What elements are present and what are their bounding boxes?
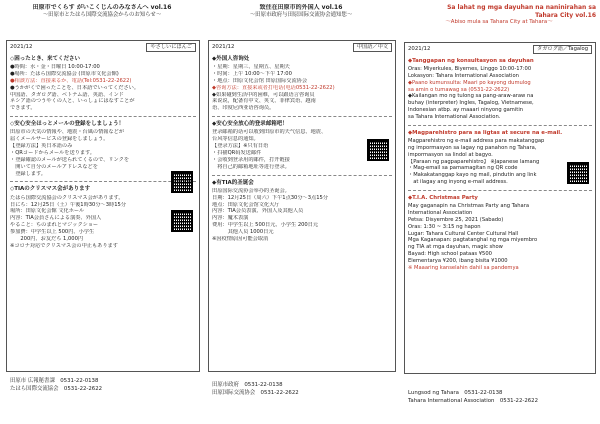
language-tag-c: タガログ語／Tagalog [533,45,592,54]
section-heading: ◇TIAのクリスマス会があります [10,186,91,193]
column-tagalog [402,4,596,420]
section-heading: ◆安心安全放心的登录邮箱吧！ [212,121,288,128]
section-christmas-c [405,193,595,274]
content-box-b [208,40,396,372]
text-line: at ilagay ang inyong e-mail address. [408,179,508,186]
text-line: sa amin o tumawag sa (0531-22-2622) [408,86,510,93]
text-line: 将自己的邮箱地址等进行登录。 [212,163,290,170]
text-line: 其他人员 1000日元 [212,228,274,235]
text-line: 参加費：中学生以上 500円、小学生 [10,228,95,235]
divider [212,116,392,117]
text-line: ●場所：たはら国際交流協会 (田原市文化会館) [10,70,119,77]
text-line: 【登録方法】英日本語のみ [10,143,73,150]
footer-line: 田原国际交流协会 0531-22-2622 [212,389,299,396]
text-line: 登录邮箱的话可以收到田原市的天气信息、地震、 [212,129,327,136]
text-line: ・会收到登录用的邮件，打开链接 [212,156,290,163]
text-line: 田原市の天気の情報や、地震・台風の情報などが [10,129,125,136]
doc-title-c-2: Tahara City vol.16 [535,11,596,19]
text-line: 日にち：12月25日（土）午後1時30分～3時15分 [10,201,127,208]
text-line: 日期：12月25日（周六）下午1点30分～3点15分 [212,194,329,201]
date-c: 2021/12 [408,45,431,52]
text-line: ・扫描QR码发送邮件 [212,149,262,156]
divider [408,125,592,126]
text-line: Mga Kaganapan: pagtatanghal ng mga miyembro [408,237,538,244]
footer-line: 田原市政府 0531-22-0138 [212,382,283,388]
text-line: Elementarya ¥200, ibang bisita ¥1000 [408,258,508,264]
section-consult-b [209,54,395,114]
qr-code-icon[interactable] [171,210,193,232]
text-line: やること：ちのまれとマジックショー [10,222,99,229]
footer-line: たはら国際交流協会 0531-22-2622 [10,385,103,392]
footer-c [408,390,538,406]
text-line: ◆Kailangan mo ng tulong sa pang-araw-araw na [408,93,534,100]
divider [212,175,392,176]
date-b: 2021/12 [212,43,235,50]
text-line: 200円、お友だち 1,000円 [10,235,84,242]
text-line: ◆如果碰到生活中的困难，可以跟语言咨询员 [212,91,315,98]
divider [10,116,196,117]
doc-subtitle-a: ～田原市とたはら国際交流協会からのお知らせ～ [42,11,162,18]
text-line: Indonesian atbp. ay maaari ninyong gamitin [408,107,524,114]
section-christmas-b [209,178,395,245]
section-consult-a [7,54,199,114]
text-line: 届くメールサービスの登録をしましょう。 [10,136,109,143]
language-tag-a: やさしいにほんご [146,43,196,52]
text-line: Magparehistro ng e-mail address para makatanggap [408,137,545,144]
text-line: ※因疫情原因可能会取消 [212,235,269,242]
text-line: たはら国際交流協会のクリスマス会があります。 [10,194,124,201]
text-line: Lugar: Tahara Cultural Center Cultural Hall [408,230,519,237]
date-a: 2021/12 [10,43,33,50]
text-line: 内容：TIA会员表演、外国人及其他人员 [212,208,304,215]
text-line: 中国語、タガログ語、ベトナム語、英語、インド [10,91,124,98]
text-line: 田原国际交流协会举办的圣诞会。 [212,187,290,194]
content-box-c [404,42,596,374]
text-line: ・地点：田原文化会馆 田原国际交流协会 [212,77,308,84]
doc-subtitle-c: ～Abiso mula sa Tahara City at Tahara～ [445,19,553,25]
text-line: ・Mag-email sa pamamagitan ng QR code [408,165,518,172]
footer-line: 田原市 広報秘書課 0531-22-0138 [10,378,99,384]
section-heading: ◇困ったとき、来てください [10,55,81,62]
section-heading: ◆有TIA的圣诞会 [212,179,254,186]
text-line: ◆Paano kumunsulta: Maari po kayong dumulog [408,79,531,86]
column-chinese [206,4,396,420]
text-line: Lokasyon: Tahara International Association [408,72,519,79]
text-line: ・QRコードからメールを送ります。 [10,149,95,156]
text-line: 费用：中学生以上 500日元、小学生 200日元 [212,222,319,229]
text-line: 【登录方法】※只有日语 [212,143,269,150]
text-line: ng TIA at mga dayuhan, magic show [408,244,503,251]
section-christmas-a [7,184,199,251]
content-box-a [6,40,200,372]
footer-line: Lungsod ng Tahara 0531-22-0138 [408,390,503,396]
text-line: できます。 [10,105,36,112]
text-line: Oras: 1:30 ~ 3:15 ng hapon [408,223,481,230]
text-line: 台风等信息的通知。 [212,136,259,143]
doc-title-b: 致住在田原市的外国人 vol.16 [259,4,343,11]
footer-a [10,378,102,394]
text-line: 内容：TIA会員さんによる演奏、外国人 [10,215,102,222]
section-heading: ◆Magparehistro para sa ligtas at secure na e-mail. [408,129,563,136]
qr-code-icon[interactable] [367,139,389,161]
text-line: ・登録確認のメールが送られてくるので、リンクを [10,156,130,163]
text-line: ●時間：水・金・日曜日 10:00-17:00 [10,64,100,71]
text-line: ・Makakatanggap kayo ng mail, pindutin ang link [408,172,537,179]
text-line: 登録します。 [10,170,46,177]
text-line: 場所：田原文化会館 文化ホール [10,208,85,215]
text-line: 内容：魔术表演 [212,215,249,222]
section-heading: ◆外国人咨询处 [212,55,250,62]
text-line: International Association [408,209,473,216]
text-line: 语、印度尼西亚语咨询员。 [212,105,275,112]
text-line: ・星期：星期三、星期五、星期天 [212,64,290,71]
text-line: ●相談方法：直接来るか、電話(Tel:0531-22-2622) [10,77,132,84]
text-line: ※コロナ対応でクリスマス会の中止もあります [10,242,118,249]
footer-b [212,382,299,398]
section-consult-c [405,56,595,123]
qr-code-icon[interactable] [567,162,589,184]
text-line: ・时间：上午 10:00～下午 17:00 [212,70,292,77]
text-line: ●うかがくで困ったことを、日本語でいってください。 [10,84,140,91]
text-line: 来说说，配备有中文、英文、菲律宾语、越南 [212,98,316,105]
column-japanese [4,4,200,420]
text-line: 【Paraan ng pagpaparehistro】 ※Japanese lamang [408,158,540,165]
section-heading: ◇安心安全ほっとメールの登録をしましょう！ [10,121,125,128]
section-mail-b [209,119,395,172]
doc-subtitle-b: ～田原市政府与田原国际交流协会通知您～ [249,11,353,18]
text-line: 開いて自分のメールアドレスなどを [10,163,98,170]
language-tag-b: 中国語／中文 [353,43,392,52]
text-line: ※ Maaaring kanselahin dahil sa pandemya [408,264,519,271]
section-mail-a [7,119,199,179]
text-line: Oras: Miyerkules, Biyernes, Linggo 10:00-17:00 [408,65,532,72]
text-line: ネシア語のつうやくの人と、いっしょにはなすことが [10,98,135,105]
section-mail-c [405,128,595,188]
text-line: 地点：田原文化会馆文化大厅 [212,201,280,208]
text-line: buhay (interpreter) Ingles, Tagalog, Vietnamese, [408,100,534,107]
doc-title-a: 田原市でくらす がいこくじんのみなさんへ vol.16 [32,4,172,11]
doc-title-c: Sa lahat ng mga dayuhan na naninirahan sa [447,4,596,11]
text-line: sa Tahara International Association. [408,114,501,120]
section-heading: ◆T.I.A. Christmas Party [408,195,478,201]
text-line: impormasyon sa lindol at bagyo. [408,151,493,158]
text-line: Petsa: Disyembre 25, 2021 (Sabado) [408,216,504,223]
text-line: Bayad: High school pataas ¥500 [408,251,492,258]
text-line: ng impormasyon sa lagay ng panahon ng Tahara, [408,144,537,151]
footer-line: Tahara International Association 0531-22-2622 [408,397,539,404]
divider [408,190,592,191]
section-heading: ◆Tanggapan ng konsultasyon sa dayuhan [408,57,534,64]
divider [10,181,196,182]
text-line: ◆咨询方法：直接来或者打电话(电话0531-22-2622) [212,84,335,91]
text-line: May gaganapin na Christmas Party ang Tahara [408,203,530,210]
